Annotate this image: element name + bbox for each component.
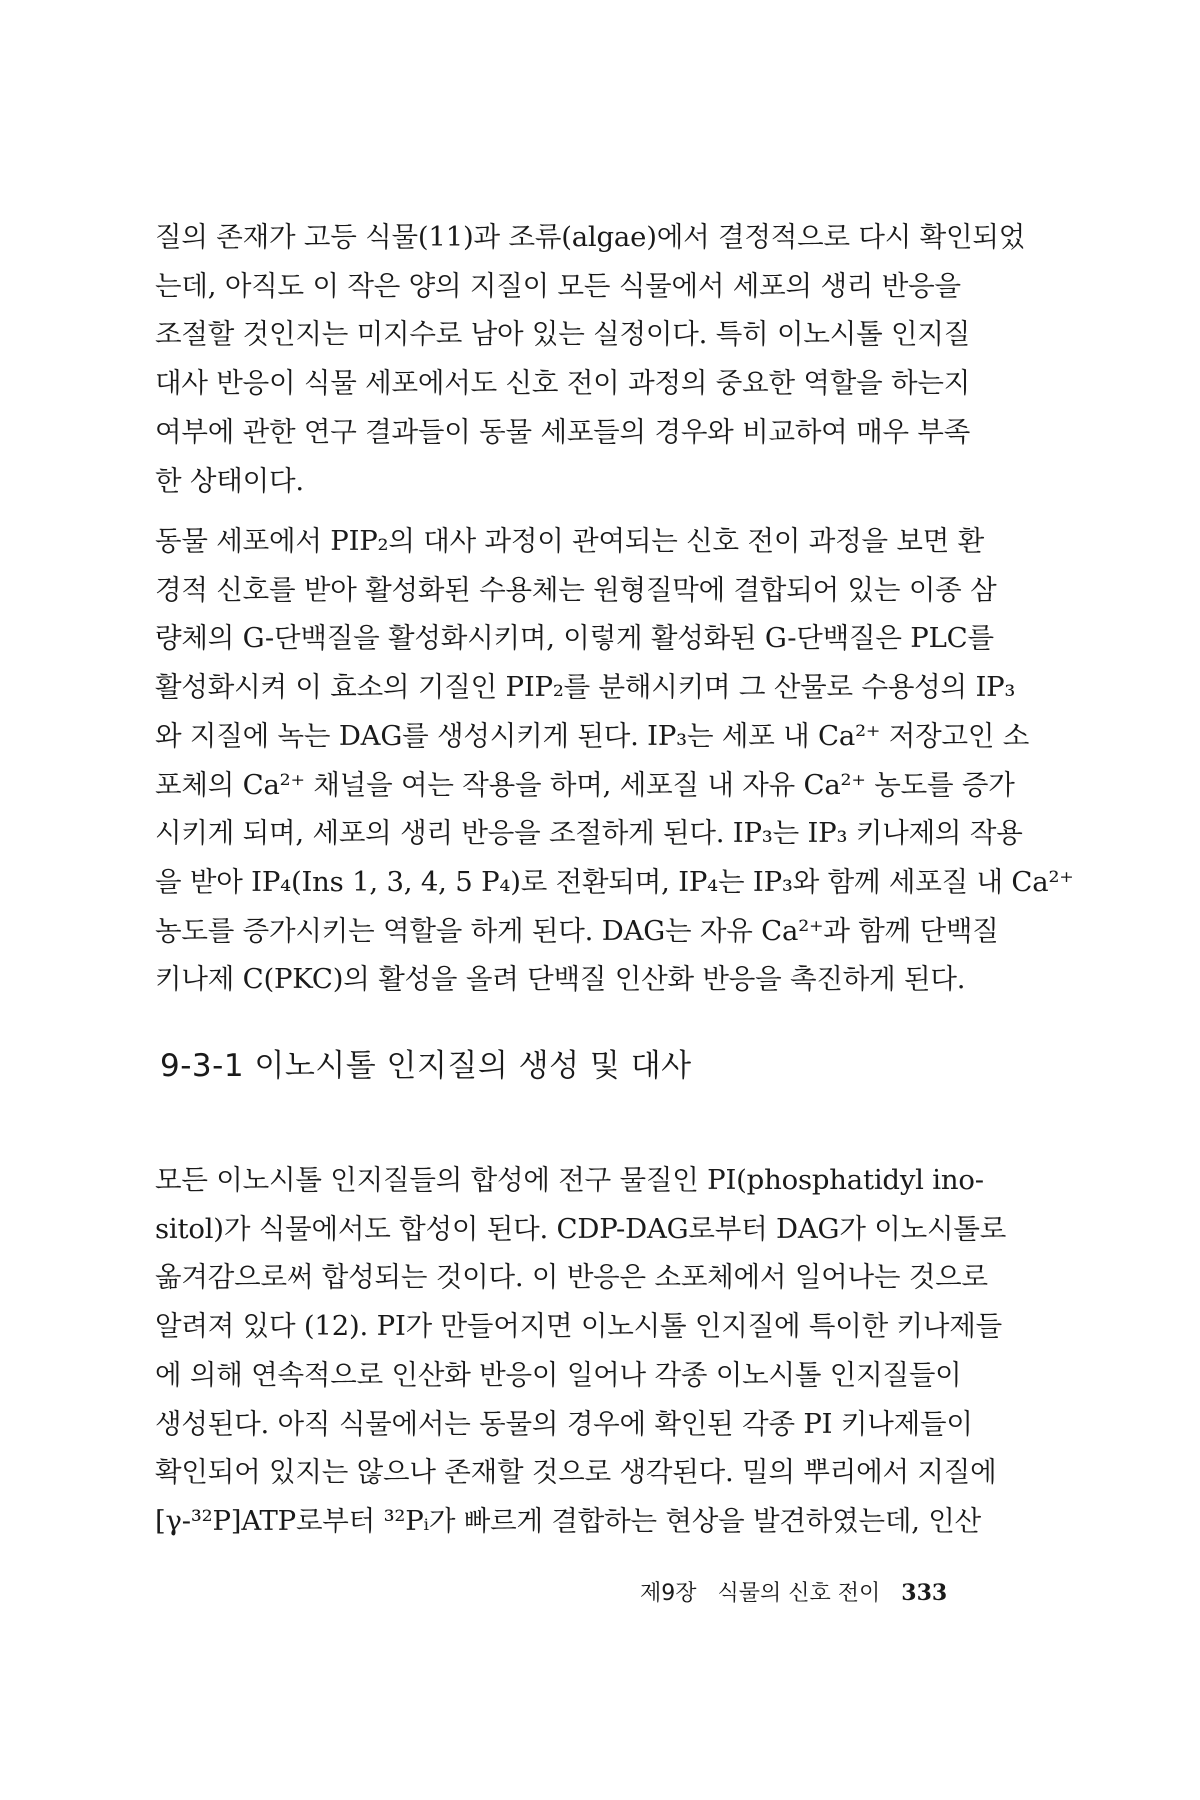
text-line: 는데, 아직도 이 작은 양의 지질이 모든 식물에서 세포의 생리 반응을 [155,269,961,302]
text-line: 을 받아 IP₄(Ins 1, 3, 4, 5 P₄)로 전환되며, IP₄는 IP₃와 함께 세포질 내 Ca²⁺ [155,865,1074,898]
text-line: 여부에 관한 연구 결과들이 동물 세포들의 경우와 비교하여 매우 부족 [155,415,971,448]
paragraph-2 [155,517,1074,1004]
chapter-label: 제9장 [640,1581,697,1606]
page-footer [640,1576,947,1607]
text-line: 확인되어 있지는 않으나 존재할 것으로 생각된다. 밀의 뿌리에서 지질에 [155,1456,997,1489]
paragraph-1 [155,213,1040,505]
text-line: 생성된다. 아직 식물에서는 동물의 경우에 확인된 각종 PI 키나제들이 [155,1407,973,1440]
text-line: 옮겨감으로써 합성되는 것이다. 이 반응은 소포체에서 일어나는 것으로 [155,1261,988,1294]
paragraph-3 [155,1156,1040,1546]
text-line: 와 지질에 녹는 DAG를 생성시키게 된다. IP₃는 세포 내 Ca²⁺ 저장고인 소 [155,719,1030,752]
text-line: 에 의해 연속적으로 인산화 반응이 일어나 각종 이노시톨 인지질들이 [155,1358,962,1391]
text-line: 대사 반응이 식물 세포에서도 신호 전이 과정의 중요한 역할을 하는지 [155,367,971,400]
section-heading: 9-3-1 이노시톨 인지질의 생성 및 대사 [160,1048,692,1084]
text-line: 동물 세포에서 PIP₂의 대사 과정이 관여되는 신호 전이 과정을 보면 환 [155,525,984,557]
text-line: 질의 존재가 고등 식물(11)과 조류(algae)에서 결정적으로 다시 확인되었 [155,221,1026,253]
text-line: 키나제 C(PKC)의 활성을 올려 단백질 인산화 반응을 촉진하게 된다. [155,963,966,996]
text-line: 조절할 것인지는 미지수로 남아 있는 실정이다. 특히 이노시톨 인지질 [155,318,971,351]
page-number: 333 [901,1580,948,1606]
text-line: 한 상태이다. [155,464,304,497]
text-line: 활성화시켜 이 효소의 기질인 PIP₂를 분해시키며 그 산물로 수용성의 IP₃ [155,671,1016,704]
text-line: 경적 신호를 받아 활성화된 수용체는 원형질막에 결합되어 있는 이종 삼 [155,573,997,606]
text-line: 농도를 증가시키는 역할을 하게 된다. DAG는 자유 Ca²⁺과 함께 단백질 [155,914,999,947]
text-line: sitol)가 식물에서도 합성이 된다. CDP-DAG로부터 DAG가 이노시톨로 [155,1212,1007,1245]
text-line: 알려져 있다 (12). PI가 만들어지면 이노시톨 인지질에 특이한 키나제들 [155,1310,1002,1343]
text-line: 량체의 G-단백질을 활성화시키며, 이렇게 활성화된 G-단백질은 PLC를 [155,622,994,655]
text-line: [γ-³²P]ATP로부터 ³²Pᵢ가 빠르게 결합하는 현상을 발견하였는데, 인산 [155,1504,982,1537]
chapter-title: 식물의 신호 전이 [717,1581,881,1606]
text-line: 시키게 되며, 세포의 생리 반응을 조절하게 된다. IP₃는 IP₃ 키나제의 작용 [155,817,1023,850]
text-line: 포체의 Ca²⁺ 채널을 여는 작용을 하며, 세포질 내 자유 Ca²⁺ 농도를 증가 [155,768,1015,801]
text-line: 모든 이노시톨 인지질들의 합성에 전구 물질인 PI(phosphatidyl ino- [155,1164,984,1196]
